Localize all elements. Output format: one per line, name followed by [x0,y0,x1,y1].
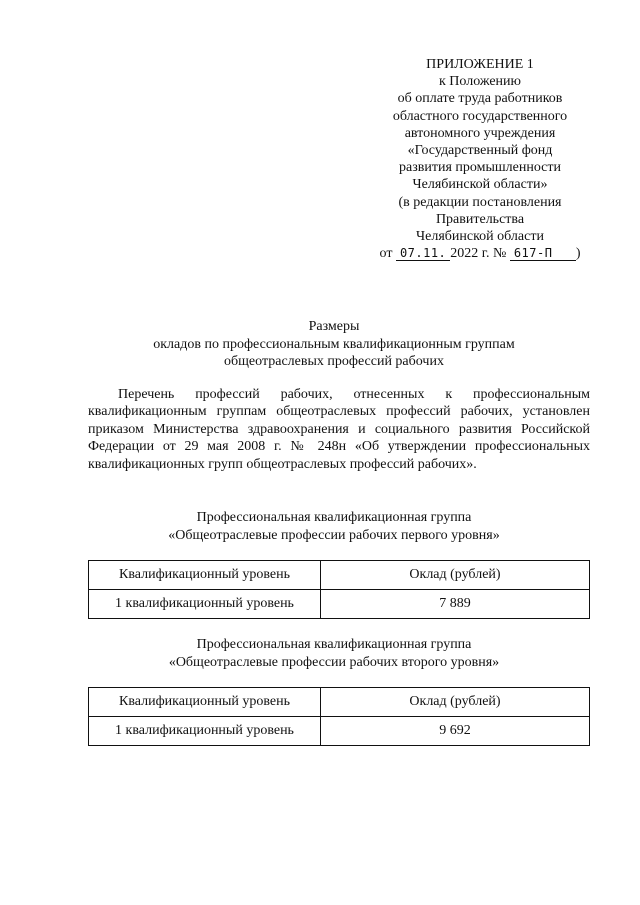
date-suffix: ) [575,246,581,262]
resolution-date-line [360,245,600,262]
intro-paragraph: Перечень профессий рабочих, отнесенных к профессиональным квалификационным группам общеотраслевых профессий рабочих, установлен приказом Министерства здравоохранения и социального развития Российской Федерации от 29 мая 2008 г. № 248н «Об утверждении профессиональных квалификационных групп общеотраслевых профессий рабочих». [88,387,590,472]
table-row [89,590,590,619]
document-title [60,318,608,371]
appendix-line: Правительства [435,211,525,227]
group-heading-line: «Общеотраслевые профессии рабочих второго уровня» [168,654,500,670]
salary-table-first-level [88,560,590,619]
group-heading-line: Профессиональная квалификационная группа [196,510,472,525]
group-heading-second-level [60,636,608,671]
title-line: общеотраслевых профессий рабочих [224,354,444,369]
column-header-salary: Оклад (рублей) [321,561,590,590]
appendix-line: (в редакции постановления [398,194,562,210]
appendix-line: к Положению [438,74,521,90]
appendix-line: Челябинской области [416,229,544,245]
table-header-row [89,688,590,717]
group-heading-line: «Общеотраслевые профессии рабочих первого уровня» [168,527,500,543]
title-line: Размеры [308,319,360,334]
appendix-block [360,56,600,262]
salary-cell: 7 889 [321,590,590,619]
group-heading-line: Профессиональная квалификационная группа [196,637,472,652]
title-line: окладов по профессиональным квалификационным группам [153,336,515,352]
table-header-row [89,561,590,590]
appendix-line: областного государственного [392,108,568,124]
appendix-heading: ПРИЛОЖЕНИЕ 1 [426,57,534,72]
date-prefix: от [379,246,393,262]
qualification-level-cell: 1 квалификационный уровень [89,590,321,619]
salary-cell: 9 692 [321,717,590,746]
table-row [89,717,590,746]
column-header-salary: Оклад (рублей) [321,688,590,717]
handwritten-resolution-number: 617-П [510,246,576,261]
appendix-line: автономного учреждения [404,125,556,141]
appendix-line: об оплате труда работников [397,91,563,107]
appendix-line: развития промышленности [398,160,562,176]
group-heading-first-level [60,509,608,544]
appendix-line: Челябинской области» [412,177,548,193]
qualification-level-cell: 1 квалификационный уровень [89,717,321,746]
appendix-line: «Государственный фонд [407,143,553,159]
column-header-level: Квалификационный уровень [89,561,321,590]
salary-table-second-level [88,687,590,746]
date-year: 2022 г. № [450,246,507,262]
handwritten-date: 07.11. [396,246,450,261]
column-header-level: Квалификационный уровень [89,688,321,717]
